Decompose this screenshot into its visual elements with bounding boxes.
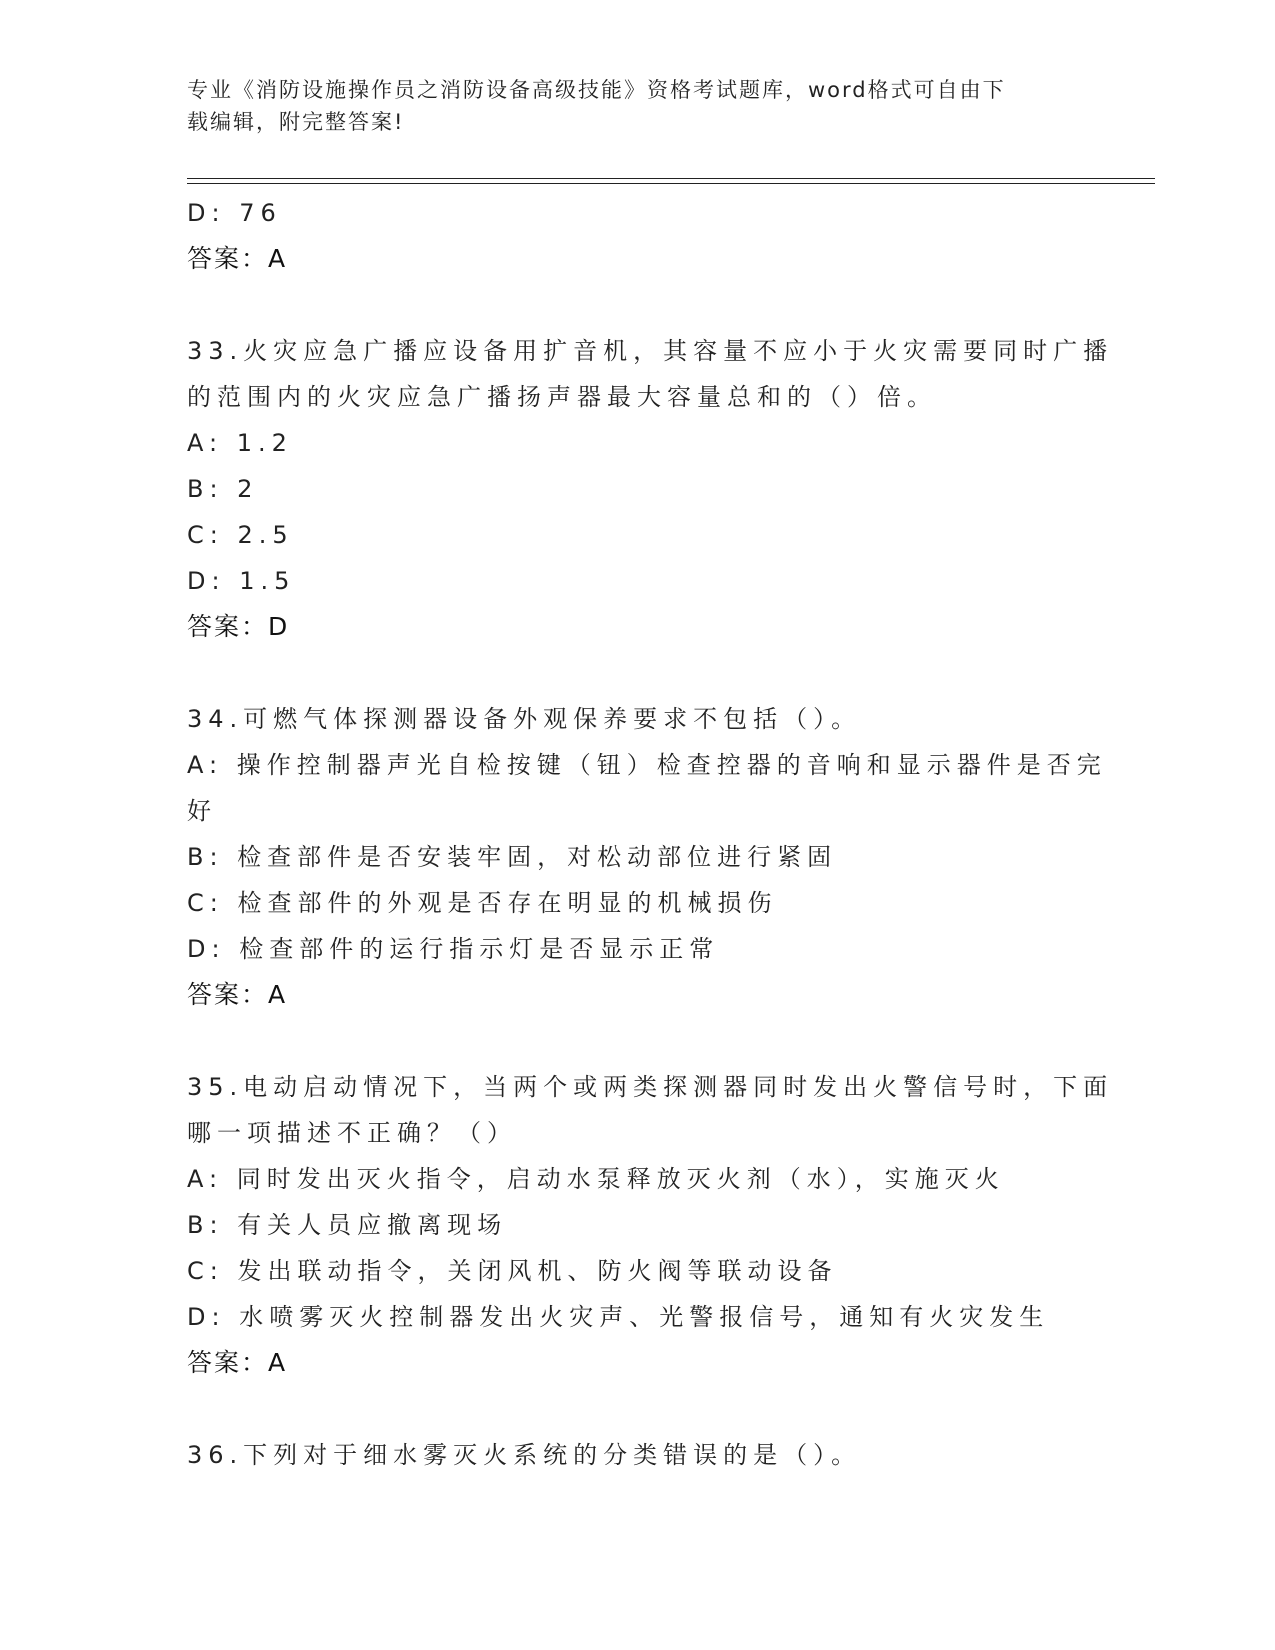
spacer xyxy=(187,650,1087,696)
question-stem-line-1: 33.火灾应急广播应设备用扩音机，其容量不应小于火灾需要同时广播 xyxy=(187,337,1114,365)
option-d: D: 水喷雾灭火控制器发出火灾声、光警报信号，通知有火灾发生 xyxy=(187,1303,1050,1331)
question-stem-line-2: 哪一项描述不正确？（） xyxy=(187,1119,517,1147)
option-d: D: 检查部件的运行指示灯是否显示正常 xyxy=(187,935,720,963)
question-34 xyxy=(187,696,1107,1018)
option-c: C: 检查部件的外观是否存在明显的机械损伤 xyxy=(187,889,778,917)
question-stem: 36.下列对于细水雾灭火系统的分类错误的是（）。 xyxy=(187,1441,862,1469)
spacer xyxy=(187,1018,1087,1064)
document-header xyxy=(187,74,1077,138)
answer: 答案：D xyxy=(187,612,290,641)
option-a: A: 1.2 xyxy=(187,429,293,457)
option-b: B: 有关人员应撤离现场 xyxy=(187,1211,508,1239)
question-stem-line-2: 的范围内的火灾应急广播扬声器最大容量总和的（）倍。 xyxy=(187,383,937,411)
question-content xyxy=(187,190,1114,1478)
option-a-line-1: A: 操作控制器声光自检按键（钮）检查控器的音响和显示器件是否完 xyxy=(187,751,1107,779)
option-a: A: 同时发出灭火指令，启动水泵释放灭火剂（水），实施灭火 xyxy=(187,1165,1005,1193)
header-divider-bottom xyxy=(187,183,1155,184)
option-d: D: 76 xyxy=(187,199,282,227)
option-d: D: 1.5 xyxy=(187,567,296,595)
spacer xyxy=(187,1386,1087,1432)
option-b: B: 2 xyxy=(187,475,259,503)
question-33 xyxy=(187,328,1114,650)
option-c: C: 发出联动指令，关闭风机、防火阀等联动设备 xyxy=(187,1257,838,1285)
question-stem: 34.可燃气体探测器设备外观保养要求不包括（）。 xyxy=(187,705,862,733)
question-32-tail xyxy=(187,190,1087,282)
option-c: C: 2.5 xyxy=(187,521,294,549)
header-line-1: 专业《消防设施操作员之消防设备高级技能》资格考试题库，word格式可自由下 xyxy=(187,78,1006,102)
header-divider-top xyxy=(187,178,1155,179)
spacer xyxy=(187,282,1087,328)
question-35 xyxy=(187,1064,1114,1386)
answer: 答案：A xyxy=(187,980,288,1009)
header-line-2: 载编辑，附完整答案! xyxy=(187,110,405,134)
answer: 答案：A xyxy=(187,244,288,273)
answer: 答案：A xyxy=(187,1348,288,1377)
option-a-line-2: 好 xyxy=(187,797,217,825)
question-stem-line-1: 35.电动启动情况下，当两个或两类探测器同时发出火警信号时，下面 xyxy=(187,1073,1114,1101)
option-b: B: 检查部件是否安装牢固，对松动部位进行紧固 xyxy=(187,843,838,871)
question-36 xyxy=(187,1432,1087,1478)
